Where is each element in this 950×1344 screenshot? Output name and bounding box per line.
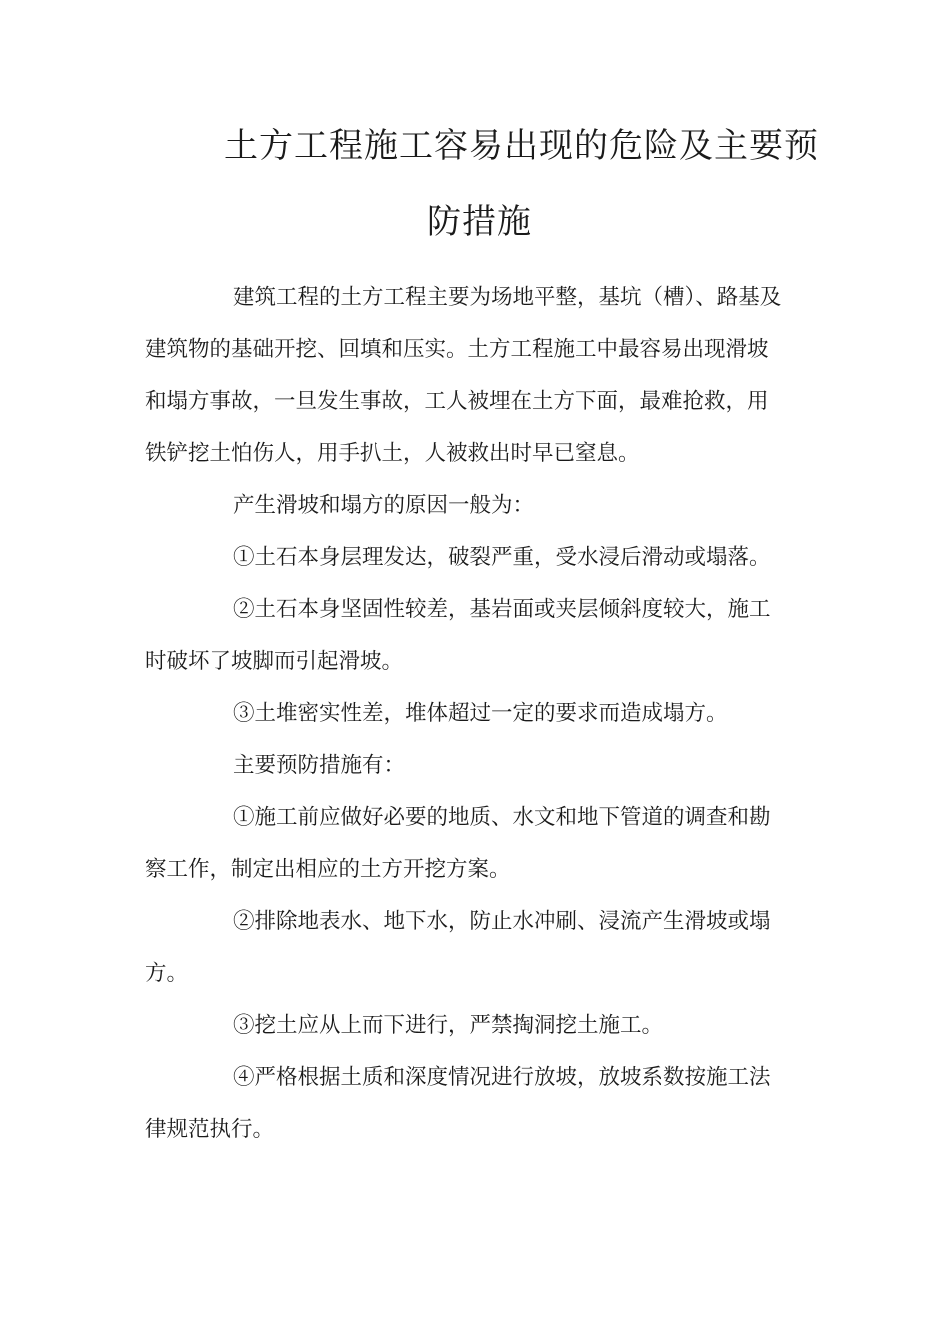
document-body (145, 272, 795, 1156)
paragraph-line: ③土堆密实性差，堆体超过一定的要求而造成塌方。 (233, 701, 728, 726)
paragraph-line: ④严格根据土质和深度情况进行放坡，放坡系数按施工法 (233, 1065, 771, 1090)
paragraph-line: ③挖土应从上而下进行，严禁掏洞挖土施工。 (233, 1013, 664, 1038)
paragraph-cause-3 (145, 688, 795, 740)
paragraph-cause-2 (145, 584, 795, 688)
paragraph-line: 铁铲挖土怕伤人，用手扒土，人被救出时早已窒息。 (145, 441, 640, 466)
paragraph-line: 建筑工程的土方工程主要为场地平整，基坑（槽）、路基及 (233, 285, 782, 310)
paragraph-line: ①土石本身层理发达，破裂严重，受水浸后滑动或塌落。 (233, 545, 771, 570)
paragraph-line: 产生滑坡和塌方的原因一般为： (233, 493, 535, 518)
paragraph-measure-4 (145, 1052, 795, 1156)
document-title-line-1: 土方工程施工容易出现的危险及主要预 (224, 126, 819, 166)
paragraph-cause-1 (145, 532, 795, 584)
paragraph-causes-heading (145, 480, 795, 532)
paragraph-measure-3 (145, 1000, 795, 1052)
paragraph-line: 时破坏了坡脚而引起滑坡。 (145, 649, 404, 674)
document-title-line-2: 防措施 (427, 202, 532, 242)
paragraph-line: 主要预防措施有： (233, 753, 406, 778)
paragraph-line: 察工作，制定出相应的土方开挖方案。 (145, 857, 511, 882)
paragraph-measure-2 (145, 896, 795, 1000)
paragraph-line: 建筑物的基础开挖、回填和压实。土方工程施工中最容易出现滑坡 (145, 337, 769, 362)
paragraph-line: 和塌方事故，一旦发生事故，工人被埋在土方下面，最难抢救，用 (145, 389, 769, 414)
paragraph-line: ②排除地表水、地下水，防止水冲刷、浸流产生滑坡或塌 (233, 909, 771, 934)
paragraph-line: 方。 (145, 961, 189, 986)
paragraph-measures-heading (145, 740, 795, 792)
paragraph-line: ①施工前应做好必要的地质、水文和地下管道的调查和勘 (233, 805, 771, 830)
paragraph-line: 律规范执行。 (145, 1117, 275, 1142)
paragraph-line: ②土石本身坚固性较差，基岩面或夹层倾斜度较大，施工 (233, 597, 771, 622)
paragraph-intro (145, 272, 795, 480)
paragraph-measure-1 (145, 792, 795, 896)
